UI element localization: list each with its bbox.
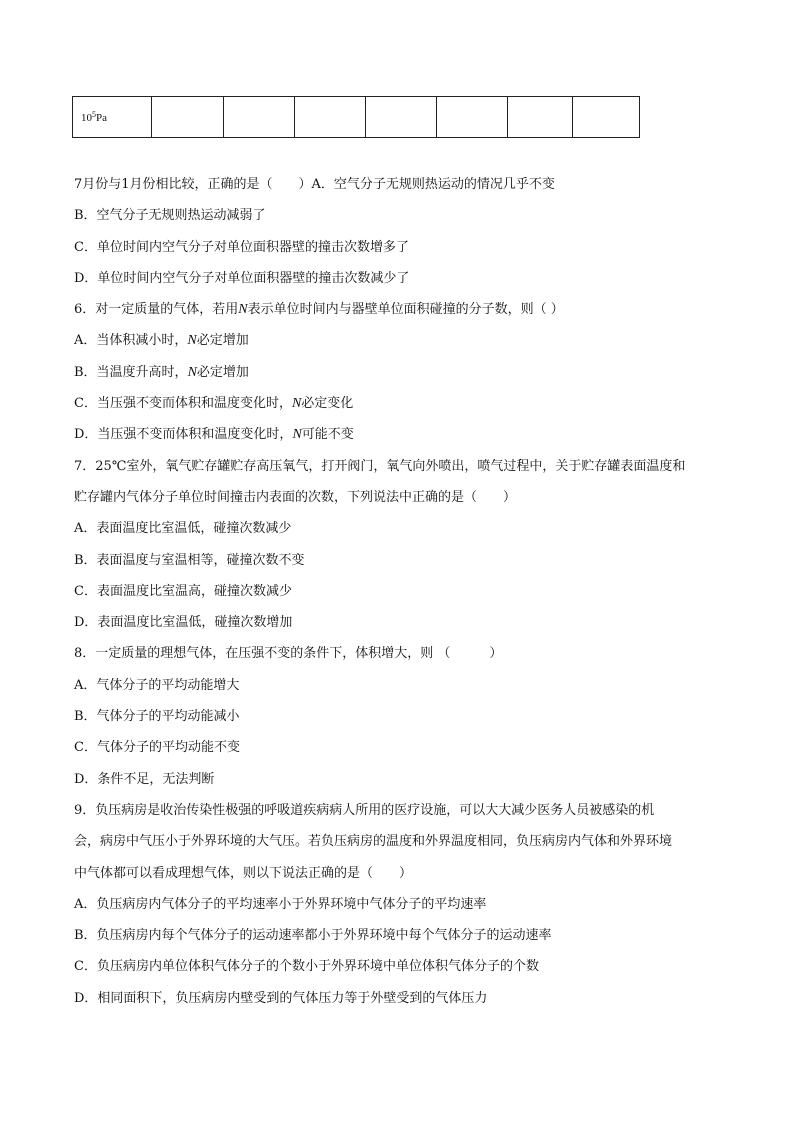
table-cell <box>573 97 640 138</box>
q5-stem: 7月份与1月份相比较，正确的是（ ）A．空气分子无规则热运动的情况几乎不变 <box>74 177 555 192</box>
option-text: A．当体积减小时， <box>74 333 188 349</box>
q7-option-c: C．表面温度比室温高，碰撞次数减少 <box>74 583 292 599</box>
q6-option-a <box>74 330 734 361</box>
q7-stem-line2: 贮存罐内气体分子单位时间撞击内表面的次数，下列说法中正确的是（ ） <box>74 489 517 505</box>
q8-option-c: C．气体分子的平均动能不变 <box>74 740 240 756</box>
q6-stem-part: 表示单位时间内与器壁单位面积碰撞的分子数，则（ ） <box>247 302 564 318</box>
option-text: D．当压强不变而体积和温度变化时， <box>74 427 293 443</box>
variable-n: N <box>238 302 248 318</box>
q9-stem-line2: 会，病房中气压小于外界环境的大气压。若负压病房的温度和外界温度相同，负压病房内气体和外界环境 <box>74 834 673 850</box>
variable-n: N <box>187 333 197 349</box>
q9-stem-line3: 中气体都可以看成理想气体，则以下说法正确的是（ ） <box>74 865 413 881</box>
q5-option-d: D．单位时间内空气分子对单位面积器壁的撞击次数减少了 <box>74 270 410 286</box>
table-cell <box>152 97 224 138</box>
table-cell <box>224 97 295 138</box>
q7-option-b: B．表面温度与室温相等，碰撞次数不变 <box>74 552 305 568</box>
option-text: C．当压强不变而体积和温度变化时， <box>74 396 292 412</box>
q8-option-b: B．气体分子的平均动能减小 <box>74 709 240 725</box>
q9-option-c: C．负压病房内单位体积气体分子的个数小于外界环境中单位体积气体分子的个数 <box>74 959 539 975</box>
variable-n: N <box>291 396 302 412</box>
q7-option-a: A．表面温度比室温低，碰撞次数减少 <box>74 521 292 537</box>
q9-option-a: A．负压病房内气体分子的平均速率小于外界环境中气体分子的平均速率 <box>74 896 487 912</box>
option-text: B．当温度升高时， <box>74 364 188 380</box>
unit-cell <box>73 97 152 138</box>
option-text: 必定增加 <box>196 333 249 349</box>
unit-exponent: 5 <box>92 110 96 119</box>
option-text: 必定增加 <box>196 364 249 380</box>
q9-stem-line1: 9．负压病房是收治传染性极强的呼吸道疾病病人所用的医疗设施，可以大大减少医务人员被感染的机 <box>74 802 655 818</box>
q6-option-b <box>74 362 734 393</box>
q6-stem-part: 6．对一定质量的气体，若用 <box>74 302 239 318</box>
q5-option-c: C．单位时间内空气分子对单位面积器壁的撞击次数增多了 <box>74 239 409 255</box>
table-row <box>73 97 640 138</box>
option-text: 可能不变 <box>301 427 354 443</box>
pressure-table <box>72 96 640 138</box>
q8-option-d: D．条件不足，无法判断 <box>74 771 215 787</box>
table-cell <box>508 97 573 138</box>
q7-stem-line1: 7．25℃室外，氧气贮存罐贮存高压氧气，打开阀门，氧气向外喷出，喷气过程中，关于贮存罐表面温度和 <box>74 458 686 474</box>
unit-base: 10 <box>81 112 92 124</box>
table-cell <box>295 97 366 138</box>
questions <box>74 174 734 1019</box>
q9-option-d: D．相同面积下，负压病房内壁受到的气体压力等于外壁受到的气体压力 <box>74 990 488 1006</box>
q8-stem: 8．一定质量的理想气体，在压强不变的条件下，体积增大，则 （ ） <box>74 646 503 662</box>
q6-stem <box>74 299 734 330</box>
variable-n: N <box>292 427 302 443</box>
q7-option-d: D．表面温度比室温低，碰撞次数增加 <box>74 615 293 631</box>
q6-option-c <box>74 393 734 424</box>
unit-suffix: Pa <box>96 112 107 124</box>
q5-option-b: B．空气分子无规则热运动减弱了 <box>74 208 266 224</box>
q6-option-d <box>74 424 734 455</box>
variable-n: N <box>187 364 197 380</box>
table-cell <box>366 97 437 138</box>
option-text: 必定变化 <box>301 396 354 412</box>
table-cell <box>437 97 508 138</box>
q8-option-a: A．气体分子的平均动能增大 <box>74 677 240 693</box>
q9-option-b: B．负压病房内每个气体分子的运动速率都小于外界环境中每个气体分子的运动速率 <box>74 928 552 944</box>
